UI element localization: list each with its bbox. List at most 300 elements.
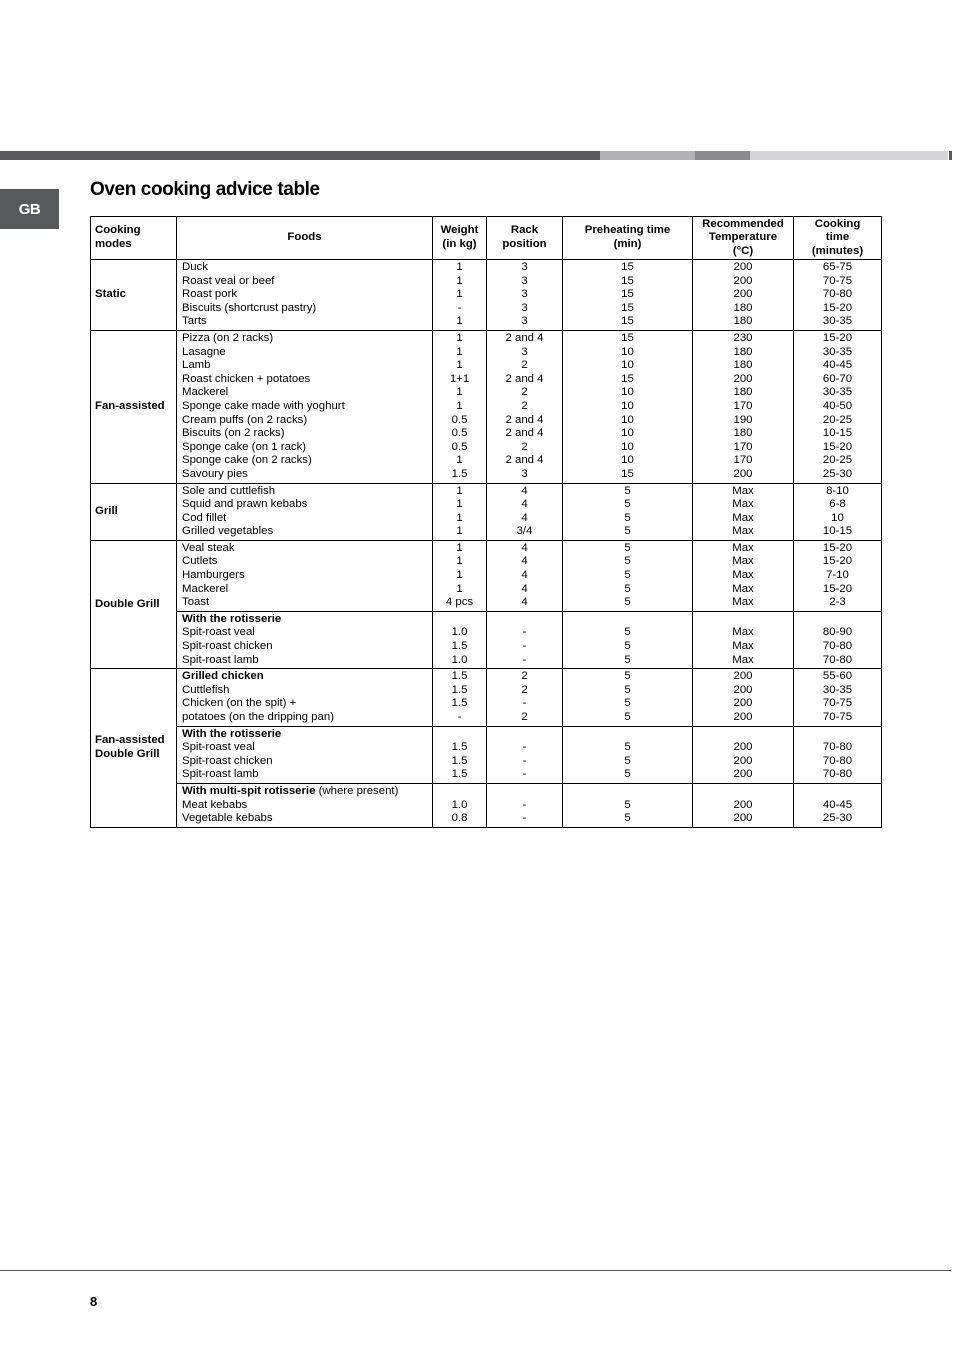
cooking-time-value: 10-15 [822, 525, 853, 538]
cooking-time-value: 20-25 [822, 454, 853, 467]
table-row [91, 540, 882, 611]
cooking-mode-label: Fan-assisted Double Grill [95, 734, 165, 760]
food-item: Biscuits (shortcrust pastry) [182, 301, 317, 314]
rack-value: 2 and 4 [505, 331, 544, 344]
spacer [435, 785, 484, 799]
temperature-value: 180 [733, 345, 753, 358]
temperature-value: 180 [733, 359, 753, 372]
foods-cell [177, 669, 433, 726]
weight-value: 1 [456, 569, 463, 582]
weight-value: 1 [456, 315, 463, 328]
preheat-value: 15 [621, 467, 634, 480]
preheat-value: 5 [624, 754, 631, 767]
food-item: Spit-roast chicken [182, 754, 273, 767]
temperature-value: 200 [733, 274, 753, 287]
weight-cell [433, 330, 487, 483]
food-item: potatoes (on the dripping pan) [182, 711, 334, 723]
rack-value: 2 [521, 386, 528, 399]
temperature-value: 200 [733, 261, 753, 273]
weight-value: 1.5 [451, 467, 468, 480]
weight-value: 1 [456, 541, 463, 554]
foods-cell [177, 540, 433, 611]
temperature-value: Max [732, 525, 754, 538]
food-item: Sponge cake (on 2 racks) [182, 454, 312, 467]
preheat-value: 5 [624, 697, 631, 710]
foods-cell [177, 726, 433, 783]
food-item: Duck [182, 261, 208, 273]
cooking-mode-cell [91, 483, 177, 540]
weight-value: 1.5 [451, 768, 468, 781]
rack-value: 3 [521, 467, 528, 480]
cooking-time-value: 70-80 [822, 640, 853, 653]
cooking-time-value: 40-45 [822, 359, 853, 372]
cooking-time-value: 30-35 [822, 386, 853, 399]
preheating-time-cell [563, 726, 693, 783]
weight-cell [433, 783, 487, 827]
weight-value: 4 pcs [445, 596, 474, 609]
rack-value: 2 [521, 711, 528, 723]
cooking-time-value: 15-20 [822, 331, 853, 344]
preheat-value: 5 [624, 768, 631, 781]
header-preheating-time: Preheating time (min) [563, 217, 693, 260]
block-heading-bold: With the rotisserie [182, 612, 282, 625]
rack-position-cell [487, 540, 563, 611]
cooking-time-value: 15-20 [822, 301, 853, 314]
header-rack-position: Rack position [487, 217, 563, 260]
header-weight: Weight (in kg) [433, 217, 487, 260]
preheating-time-cell [563, 669, 693, 726]
temperature-value: Max [732, 541, 754, 554]
spacer [565, 785, 690, 799]
temperature-value: 180 [733, 301, 753, 314]
spacer [435, 728, 484, 742]
spacer [489, 613, 560, 627]
weight-value: 1 [456, 454, 463, 467]
food-item: Roast pork [182, 288, 238, 301]
weight-value: 1.5 [451, 670, 468, 683]
preheating-time-cell [563, 260, 693, 331]
language-tab: GB [0, 189, 59, 229]
food-item: Grilled chicken [182, 670, 264, 683]
cooking-time-value: 40-50 [822, 399, 853, 412]
temperature-value: Max [732, 484, 754, 497]
temperature-value: Max [732, 498, 754, 511]
cooking-time-value: 70-75 [822, 274, 853, 287]
rack-value: - [522, 697, 527, 710]
weight-value: 1.0 [451, 626, 468, 639]
cooking-mode-label: Fan-assisted [95, 399, 165, 412]
food-item: Biscuits (on 2 racks) [182, 427, 285, 440]
spacer [435, 613, 484, 627]
temperature-cell [693, 260, 794, 331]
preheat-value: 5 [624, 582, 631, 595]
food-item: Veal steak [182, 541, 235, 554]
temperature-value: 200 [733, 288, 753, 301]
preheat-value: 5 [624, 555, 631, 568]
cooking-time-value: 55-60 [822, 670, 853, 683]
preheat-value: 5 [624, 711, 631, 723]
weight-value: 1.5 [451, 741, 468, 754]
rack-position-cell [487, 611, 563, 668]
preheat-value: 10 [621, 359, 634, 372]
cooking-time-cell [794, 669, 882, 726]
temperature-value: Max [732, 596, 754, 609]
preheat-value: 10 [621, 413, 634, 426]
rack-value: - [522, 640, 527, 653]
header-bar-dark [0, 151, 600, 160]
foods-cell [177, 260, 433, 331]
cooking-time-cell [794, 483, 882, 540]
cooking-time-cell [794, 330, 882, 483]
weight-value: - [457, 711, 462, 723]
temperature-value: 200 [733, 467, 753, 480]
spacer [565, 613, 690, 627]
food-item: Sponge cake made with yoghurt [182, 399, 345, 412]
spacer [489, 728, 560, 742]
weight-value: 1 [456, 274, 463, 287]
food-item: Lasagne [182, 345, 226, 358]
temperature-value: 170 [733, 399, 753, 412]
cooking-mode-cell [91, 540, 177, 668]
cooking-time-value: 70-80 [822, 741, 853, 754]
cooking-time-value: 10 [831, 511, 844, 524]
preheat-value: 5 [624, 812, 631, 825]
table-row [91, 726, 882, 783]
weight-value: 0.5 [451, 440, 468, 453]
preheat-value: 5 [624, 498, 631, 511]
cooking-time-value: 30-35 [822, 683, 853, 696]
temperature-cell [693, 611, 794, 668]
food-item: Grilled vegetables [182, 525, 274, 538]
food-item: Spit-roast chicken [182, 640, 273, 653]
block-heading-bold: With multi-spit rotisserie [182, 784, 316, 797]
preheat-value: 5 [624, 569, 631, 582]
temperature-value: Max [732, 640, 754, 653]
weight-value: 1.5 [451, 640, 468, 653]
cooking-time-value: 20-25 [822, 413, 853, 426]
footer-rule [0, 1270, 951, 1271]
rack-value: 3/4 [516, 525, 533, 538]
rack-value: - [522, 626, 527, 639]
temperature-value: 200 [733, 741, 753, 754]
rack-value: 2 [521, 670, 528, 683]
cooking-time-value: 10-15 [822, 427, 853, 440]
weight-value: 1 [456, 484, 463, 497]
weight-value: 0.5 [451, 427, 468, 440]
cooking-time-cell [794, 726, 882, 783]
rack-value: 2 and 4 [505, 413, 544, 426]
cooking-time-cell [794, 260, 882, 331]
preheat-value: 10 [621, 454, 634, 467]
weight-value: 1 [456, 288, 463, 301]
preheat-value: 10 [621, 345, 634, 358]
food-item: Tarts [182, 315, 207, 328]
preheat-value: 10 [621, 427, 634, 440]
table-row [91, 330, 882, 483]
weight-value: 1 [456, 582, 463, 595]
rack-value: 2 and 4 [505, 427, 544, 440]
rack-value: 4 [521, 484, 528, 497]
temperature-value: Max [732, 653, 754, 666]
rack-value: 3 [521, 345, 528, 358]
temperature-value: 190 [733, 413, 753, 426]
weight-value: 1+1 [449, 372, 470, 385]
weight-value: 1 [456, 345, 463, 358]
food-item: Cod fillet [182, 511, 227, 524]
temperature-cell [693, 330, 794, 483]
temperature-value: 200 [733, 711, 753, 723]
food-item: Savoury pies [182, 467, 248, 480]
rack-value: 4 [521, 569, 528, 582]
preheat-value: 10 [621, 440, 634, 453]
food-item: Mackerel [182, 582, 229, 595]
cooking-mode-label: Grill [95, 504, 118, 517]
cooking-time-value: 30-35 [822, 315, 853, 328]
weight-value: 1 [456, 555, 463, 568]
weight-value: - [457, 301, 462, 314]
food-item: Toast [182, 596, 210, 609]
preheat-value: 10 [621, 386, 634, 399]
cooking-mode-cell [91, 260, 177, 331]
food-item: Squid and prawn kebabs [182, 498, 308, 511]
weight-value: 1 [456, 331, 463, 344]
temperature-value: 200 [733, 812, 753, 825]
temperature-value: 200 [733, 683, 753, 696]
preheat-value: 5 [624, 484, 631, 497]
spacer [565, 728, 690, 742]
preheating-time-cell [563, 611, 693, 668]
rack-position-cell [487, 726, 563, 783]
weight-value: 1.0 [451, 798, 468, 811]
rack-value: 4 [521, 555, 528, 568]
block-heading [182, 728, 427, 742]
header-bar-pale [750, 151, 948, 160]
cooking-advice-table [90, 216, 882, 828]
temperature-value: 200 [733, 670, 753, 683]
weight-value: 1.5 [451, 697, 468, 710]
cooking-time-value: 70-75 [822, 711, 853, 723]
temperature-cell [693, 726, 794, 783]
header-bar-end [949, 151, 952, 160]
weight-cell [433, 726, 487, 783]
spacer [796, 613, 879, 627]
cooking-time-value: 15-20 [822, 582, 853, 595]
cooking-time-value: 7-10 [826, 569, 849, 582]
foods-cell [177, 483, 433, 540]
rack-value: 3 [521, 301, 528, 314]
header-foods: Foods [177, 217, 433, 260]
preheat-value: 5 [624, 626, 631, 639]
weight-cell [433, 611, 487, 668]
rack-position-cell [487, 330, 563, 483]
foods-cell [177, 330, 433, 483]
food-item: Spit-roast veal [182, 626, 255, 639]
temperature-value: Max [732, 511, 754, 524]
temperature-value: 200 [733, 372, 753, 385]
cooking-time-cell [794, 611, 882, 668]
cooking-mode-cell [91, 330, 177, 483]
food-item: Meat kebabs [182, 798, 248, 811]
rack-value: - [522, 798, 527, 811]
temperature-cell [693, 483, 794, 540]
cooking-time-cell [794, 783, 882, 827]
temperature-value: 200 [733, 697, 753, 710]
preheat-value: 5 [624, 541, 631, 554]
header-recommended-temperature: Recommended Temperature (°C) [693, 217, 794, 260]
block-heading [182, 785, 427, 799]
table-body [91, 260, 882, 828]
food-item: Cutlets [182, 555, 218, 568]
weight-value: 1.0 [451, 653, 468, 666]
food-item: Cream puffs (on 2 racks) [182, 413, 308, 426]
temperature-value: 180 [733, 386, 753, 399]
food-item: Spit-roast lamb [182, 768, 259, 781]
spacer [695, 613, 791, 627]
preheat-value: 15 [621, 288, 634, 301]
rack-value: 2 [521, 440, 528, 453]
cooking-time-value: 15-20 [822, 555, 853, 568]
block-heading [182, 613, 427, 627]
food-item: Hamburgers [182, 569, 245, 582]
temperature-value: 180 [733, 427, 753, 440]
temperature-value: 200 [733, 798, 753, 811]
temperature-value: Max [732, 626, 754, 639]
food-item: Mackerel [182, 386, 229, 399]
food-item: Spit-roast veal [182, 741, 255, 754]
header-bar-mid [695, 151, 750, 160]
preheat-value: 10 [621, 399, 634, 412]
food-item: Vegetable kebabs [182, 812, 273, 825]
cooking-time-value: 70-80 [822, 754, 853, 767]
temperature-value: Max [732, 569, 754, 582]
rack-value: 2 [521, 359, 528, 372]
cooking-time-value: 8-10 [826, 484, 849, 497]
food-item: Roast veal or beef [182, 274, 275, 287]
cooking-time-value: 2-3 [829, 596, 846, 609]
rack-value: 2 and 4 [505, 372, 544, 385]
rack-value: 3 [521, 315, 528, 328]
preheat-value: 15 [621, 261, 634, 273]
rack-value: 3 [521, 261, 528, 273]
weight-value: 1 [456, 261, 463, 273]
preheating-time-cell [563, 783, 693, 827]
cooking-mode-label: Static [95, 288, 127, 301]
cooking-time-value: 25-30 [822, 812, 853, 825]
weight-value: 1 [456, 511, 463, 524]
preheat-value: 15 [621, 274, 634, 287]
preheat-value: 15 [621, 331, 634, 344]
temperature-cell [693, 783, 794, 827]
rack-value: 3 [521, 288, 528, 301]
rack-position-cell [487, 483, 563, 540]
preheating-time-cell [563, 483, 693, 540]
temperature-value: 170 [733, 454, 753, 467]
food-item: Chicken (on the spit) + [182, 697, 297, 710]
preheat-value: 5 [624, 670, 631, 683]
cooking-time-cell [794, 540, 882, 611]
temperature-value: 170 [733, 440, 753, 453]
cooking-time-value: 70-80 [822, 768, 853, 781]
preheat-value: 5 [624, 640, 631, 653]
food-item: Sole and cuttlefish [182, 484, 276, 497]
header-bar-light [600, 151, 695, 160]
food-item: Spit-roast lamb [182, 653, 259, 666]
weight-value: 1 [456, 525, 463, 538]
spacer [489, 785, 560, 799]
preheat-value: 5 [624, 741, 631, 754]
weight-value: 1.5 [451, 754, 468, 767]
cooking-time-value: 70-75 [822, 697, 853, 710]
cooking-time-value: 6-8 [829, 498, 846, 511]
preheat-value: 15 [621, 315, 634, 328]
page-number: 8 [90, 1294, 98, 1309]
preheat-value: 5 [624, 596, 631, 609]
rack-value: 2 [521, 683, 528, 696]
weight-value: 0.5 [451, 413, 468, 426]
preheat-value: 15 [621, 372, 634, 385]
table-row [91, 669, 882, 726]
spacer [796, 728, 879, 742]
preheat-value: 5 [624, 653, 631, 666]
rack-value: - [522, 754, 527, 767]
cooking-time-value: 80-90 [822, 626, 853, 639]
preheat-value: 5 [624, 683, 631, 696]
cooking-time-value: 65-75 [822, 261, 853, 273]
rack-value: - [522, 812, 527, 825]
temperature-value: 180 [733, 315, 753, 328]
rack-value: 4 [521, 541, 528, 554]
table-row [91, 611, 882, 668]
weight-cell [433, 540, 487, 611]
cooking-time-value: 60-70 [822, 372, 853, 385]
page-title: Oven cooking advice table [90, 179, 320, 200]
cooking-time-value: 70-80 [822, 288, 853, 301]
rack-value: - [522, 653, 527, 666]
rack-value: 4 [521, 511, 528, 524]
table-header-row [91, 217, 882, 260]
header-cooking-modes: Cooking modes [91, 217, 177, 260]
rack-position-cell [487, 783, 563, 827]
cooking-time-value: 25-30 [822, 467, 853, 480]
cooking-time-value: 70-80 [822, 653, 853, 666]
rack-value: 2 [521, 399, 528, 412]
rack-position-cell [487, 260, 563, 331]
weight-value: 1 [456, 498, 463, 511]
weight-cell [433, 483, 487, 540]
temperature-value: 230 [733, 331, 753, 344]
food-item: Sponge cake (on 1 rack) [182, 440, 307, 453]
header-cooking-time: Cooking time (minutes) [794, 217, 882, 260]
spacer [695, 785, 791, 799]
block-heading-suffix: (where present) [315, 784, 399, 797]
food-item: Pizza (on 2 racks) [182, 331, 274, 344]
table-row [91, 260, 882, 331]
weight-value: 1 [456, 386, 463, 399]
rack-value: 4 [521, 596, 528, 609]
weight-value: 1 [456, 359, 463, 372]
spacer [695, 728, 791, 742]
food-item: Roast chicken + potatoes [182, 372, 311, 385]
cooking-mode-cell [91, 669, 177, 828]
rack-value: 2 and 4 [505, 454, 544, 467]
food-item: Cuttlefish [182, 683, 230, 696]
cooking-time-value: 15-20 [822, 440, 853, 453]
preheat-value: 5 [624, 798, 631, 811]
temperature-cell [693, 669, 794, 726]
table-row [91, 483, 882, 540]
temperature-cell [693, 540, 794, 611]
rack-value: 3 [521, 274, 528, 287]
